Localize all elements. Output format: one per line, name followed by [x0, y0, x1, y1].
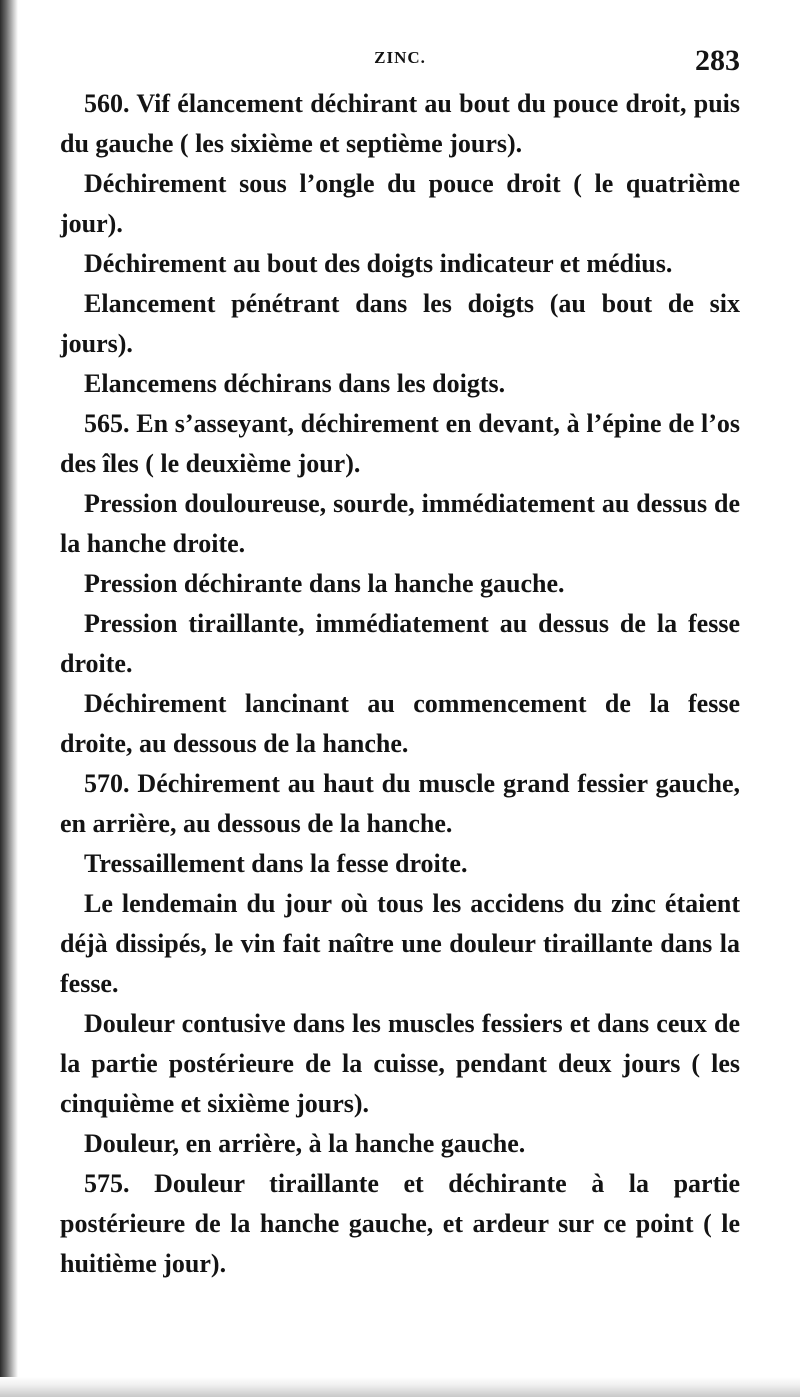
- entry-569: Déchirement lancinant au commencement de la fesse droite, au dessous de la hanche.: [60, 689, 740, 758]
- entry-562: Déchirement au bout des doigts indicateur et médius.: [84, 249, 673, 278]
- entry-573: Douleur contusive dans les muscles fessiers et dans ceux de la partie postérieure de la cuisse, pendant deux jours ( les cinquième et sixième jours).: [60, 1009, 740, 1118]
- entry-571: Tressaillement dans la fesse droite.: [84, 849, 468, 878]
- page-body: [60, 84, 740, 1284]
- page-header: [60, 44, 740, 80]
- entry-575: 575. Douleur tiraillante et déchirante à la partie postérieure de la hanche gauche, et ardeur sur ce point ( le huitième jour).: [60, 1169, 740, 1278]
- entry-572: Le lendemain du jour où tous les accidens du zinc étaient déjà dissipés, le vin fait naître une douleur tiraillante dans la fesse.: [60, 889, 740, 998]
- page-number: 283: [695, 44, 740, 77]
- entry-560: 560. Vif élancement déchirant au bout du pouce droit, puis du gauche ( les sixième et septième jours).: [60, 89, 740, 158]
- entry-570: 570. Déchirement au haut du muscle grand fessier gauche, en arrière, au dessous de la hanche.: [60, 769, 740, 838]
- entry-567: Pression déchirante dans la hanche gauche.: [84, 569, 565, 598]
- page-edge-left-shadow: [0, 0, 18, 1397]
- entry-563: Elancement pénétrant dans les doigts (au bout de six jours).: [60, 289, 740, 358]
- entry-566: Pression douloureuse, sourde, immédiatement au dessus de la hanche droite.: [60, 489, 740, 558]
- entry-568: Pression tiraillante, immédiatement au dessus de la fesse droite.: [60, 609, 740, 678]
- entry-564: Elancemens déchirans dans les doigts.: [84, 369, 506, 398]
- entry-574: Douleur, en arrière, à la hanche gauche.: [84, 1129, 526, 1158]
- entry-565: 565. En s’asseyant, déchirement en devant, à l’épine de l’os des îles ( le deuxième jour).: [60, 409, 740, 478]
- page-edge-bottom-shadow: [0, 1377, 800, 1397]
- running-head: ZINC.: [374, 48, 426, 67]
- entry-561: Déchirement sous l’ongle du pouce droit ( le quatrième jour).: [60, 169, 740, 238]
